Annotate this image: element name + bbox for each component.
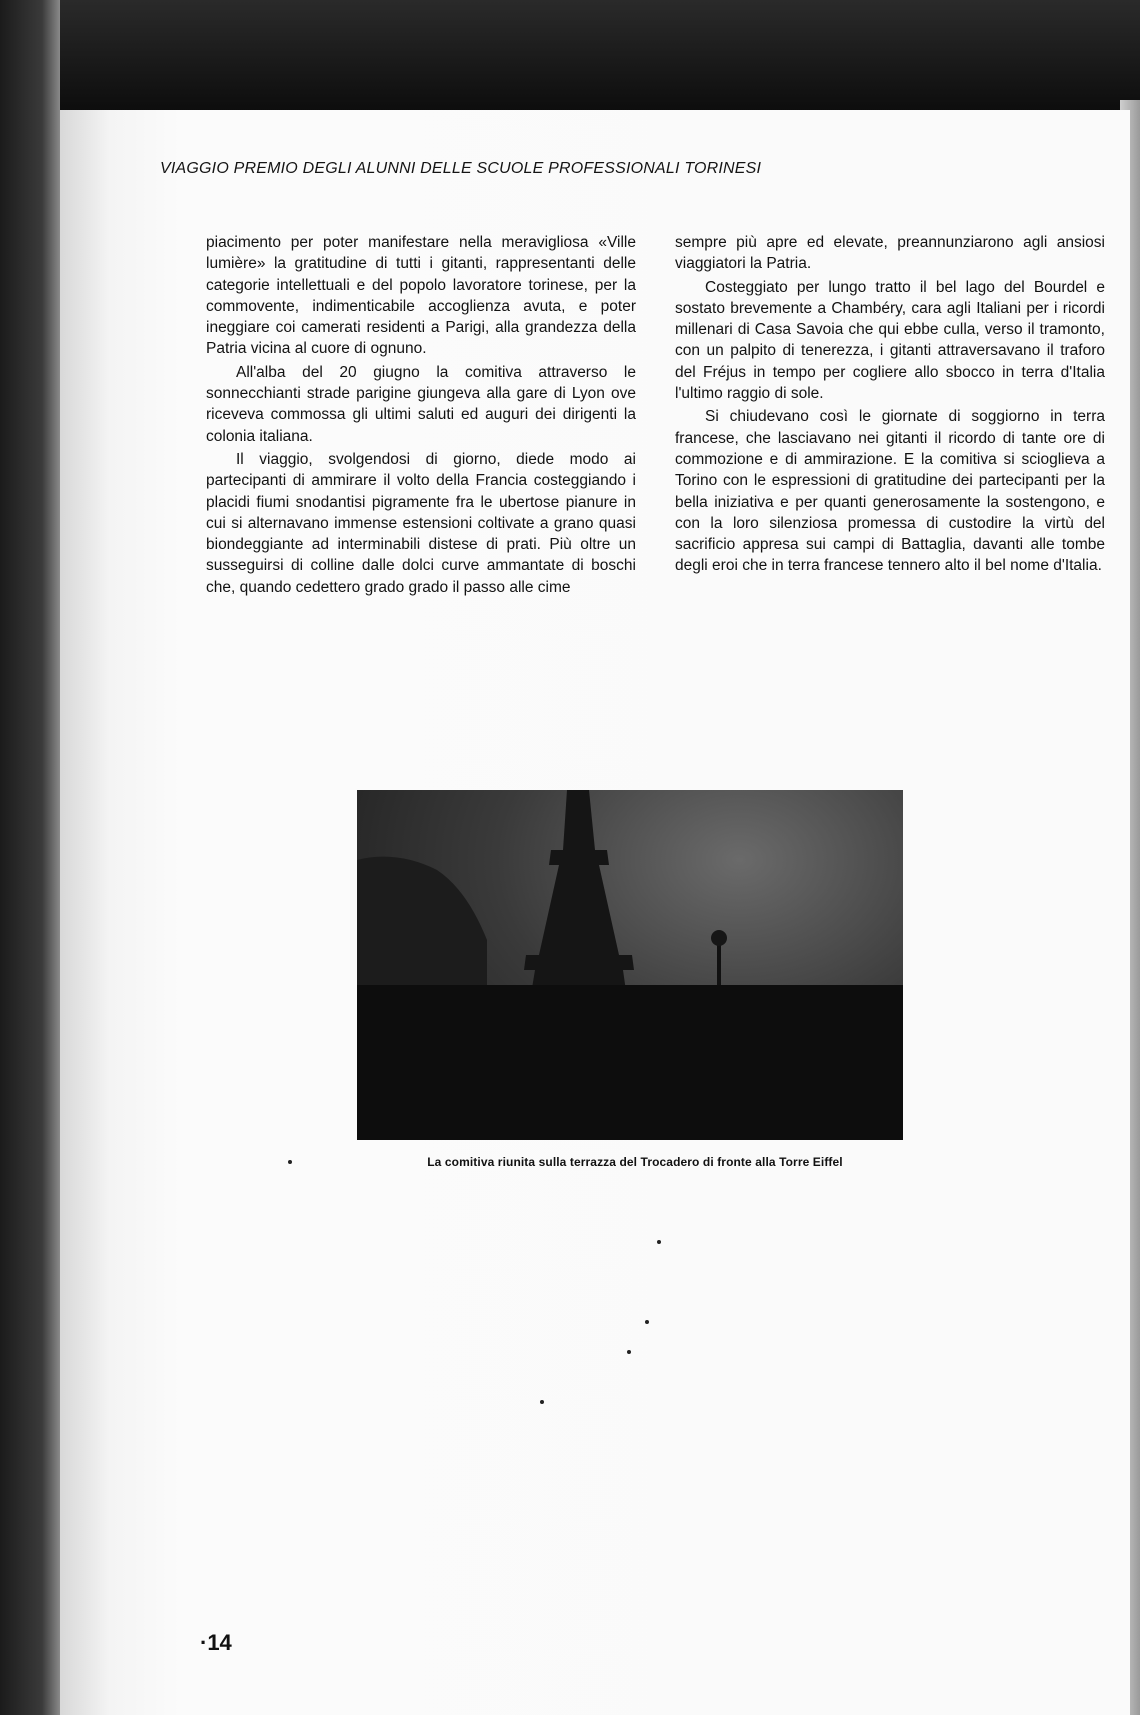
scan-speck [657, 1240, 661, 1244]
scan-speck [540, 1400, 544, 1404]
paragraph: Il viaggio, svolgendosi di giorno, diede modo ai partecipanti di ammirare il volto della Francia costeggiando i placidi fiumi snodantisi pigramente fra le ubertose pianure in cui si alternavano immense estensioni coltivate a grano quasi biondeggiante ad interminabili distese di prati. Più oltre un susseguirsi di colline dalle dolci curve ammantate di boschi che, quando cedettero grado grado il passo alle cime [206, 450, 636, 596]
photo-scene [357, 790, 903, 1140]
scan-speck [645, 1320, 649, 1324]
running-header: VIAGGIO PREMIO DEGLI ALUNNI DELLE SCUOLE PROFESSIONALI TORINESI [160, 160, 762, 177]
lamp-post [717, 940, 721, 985]
photo-caption: La comitiva riunita sulla terrazza del Trocadero di fronte alla Torre Eiffel [427, 1155, 843, 1169]
scan-dark-border-left [0, 0, 60, 1715]
paragraph: piacimento per poter manifestare nella meravigliosa «Ville lumière» la gratitudine di tutti i gitanti, rappresentanti delle categorie intellettuali e del popolo lavoratore torinese, per la commovente, indimenticabile accoglienza avuta, e poter ineggiare coi camerati residenti a Parigi, alla grandezza della Patria vicina al cuore di ognuno. [206, 234, 636, 358]
book-page [60, 110, 1130, 1715]
paragraph: Costeggiato per lungo tratto il bel lago del Bourdel e sostato brevemente a Chambéry, cara agli Italiani per i ricordi millenari di Casa Savoia che qui ebbe culla, verso il tramonto, con un palpito di tenerezza, i gitanti attraversavano il traforo del Fréjus in tempo per cogliere allo sbocco in terra d'Italia l'ultimo raggio di sole. [675, 278, 1105, 403]
paragraph: Si chiudevano così le giornate di soggiorno in terra francese, che lasciavano nei gitanti il ricordo di tante ore di commozione e di ammirazione. E la comitiva si scioglieva a Torino con le espressioni di gratitudine dei partecipanti per la bella iniziativa e per quanti generosamente la sostengono, e con la loro silenziosa promessa di custodire la virtù del sacrificio appresa sui campi di Battaglia, davanti alle tombe degli eroi che in terra francese tennero alto il bel nome d'Italia. [675, 408, 1105, 575]
paragraph: sempre più apre ed elevate, preannunziarono agli ansiosi viaggiatori la Patria. [675, 234, 1105, 273]
eiffel-tower-photo [357, 790, 903, 1140]
paragraph: All'alba del 20 giugno la comitiva attraverso le sonnecchianti strade parigine giungeva alla gare di Lyon ove riceveva commossa gli ultimi saluti ed auguri dei dirigenti la colonia italiana. [206, 363, 636, 445]
scan-dark-border-top [0, 0, 1140, 115]
scan-speck [288, 1160, 292, 1164]
left-text-column [206, 232, 636, 600]
scan-speck [627, 1350, 631, 1354]
terrace-silhouette [357, 985, 903, 1140]
right-text-column [675, 232, 1105, 579]
lamp-globe [711, 930, 727, 946]
page-number: ·14 [200, 1630, 232, 1655]
